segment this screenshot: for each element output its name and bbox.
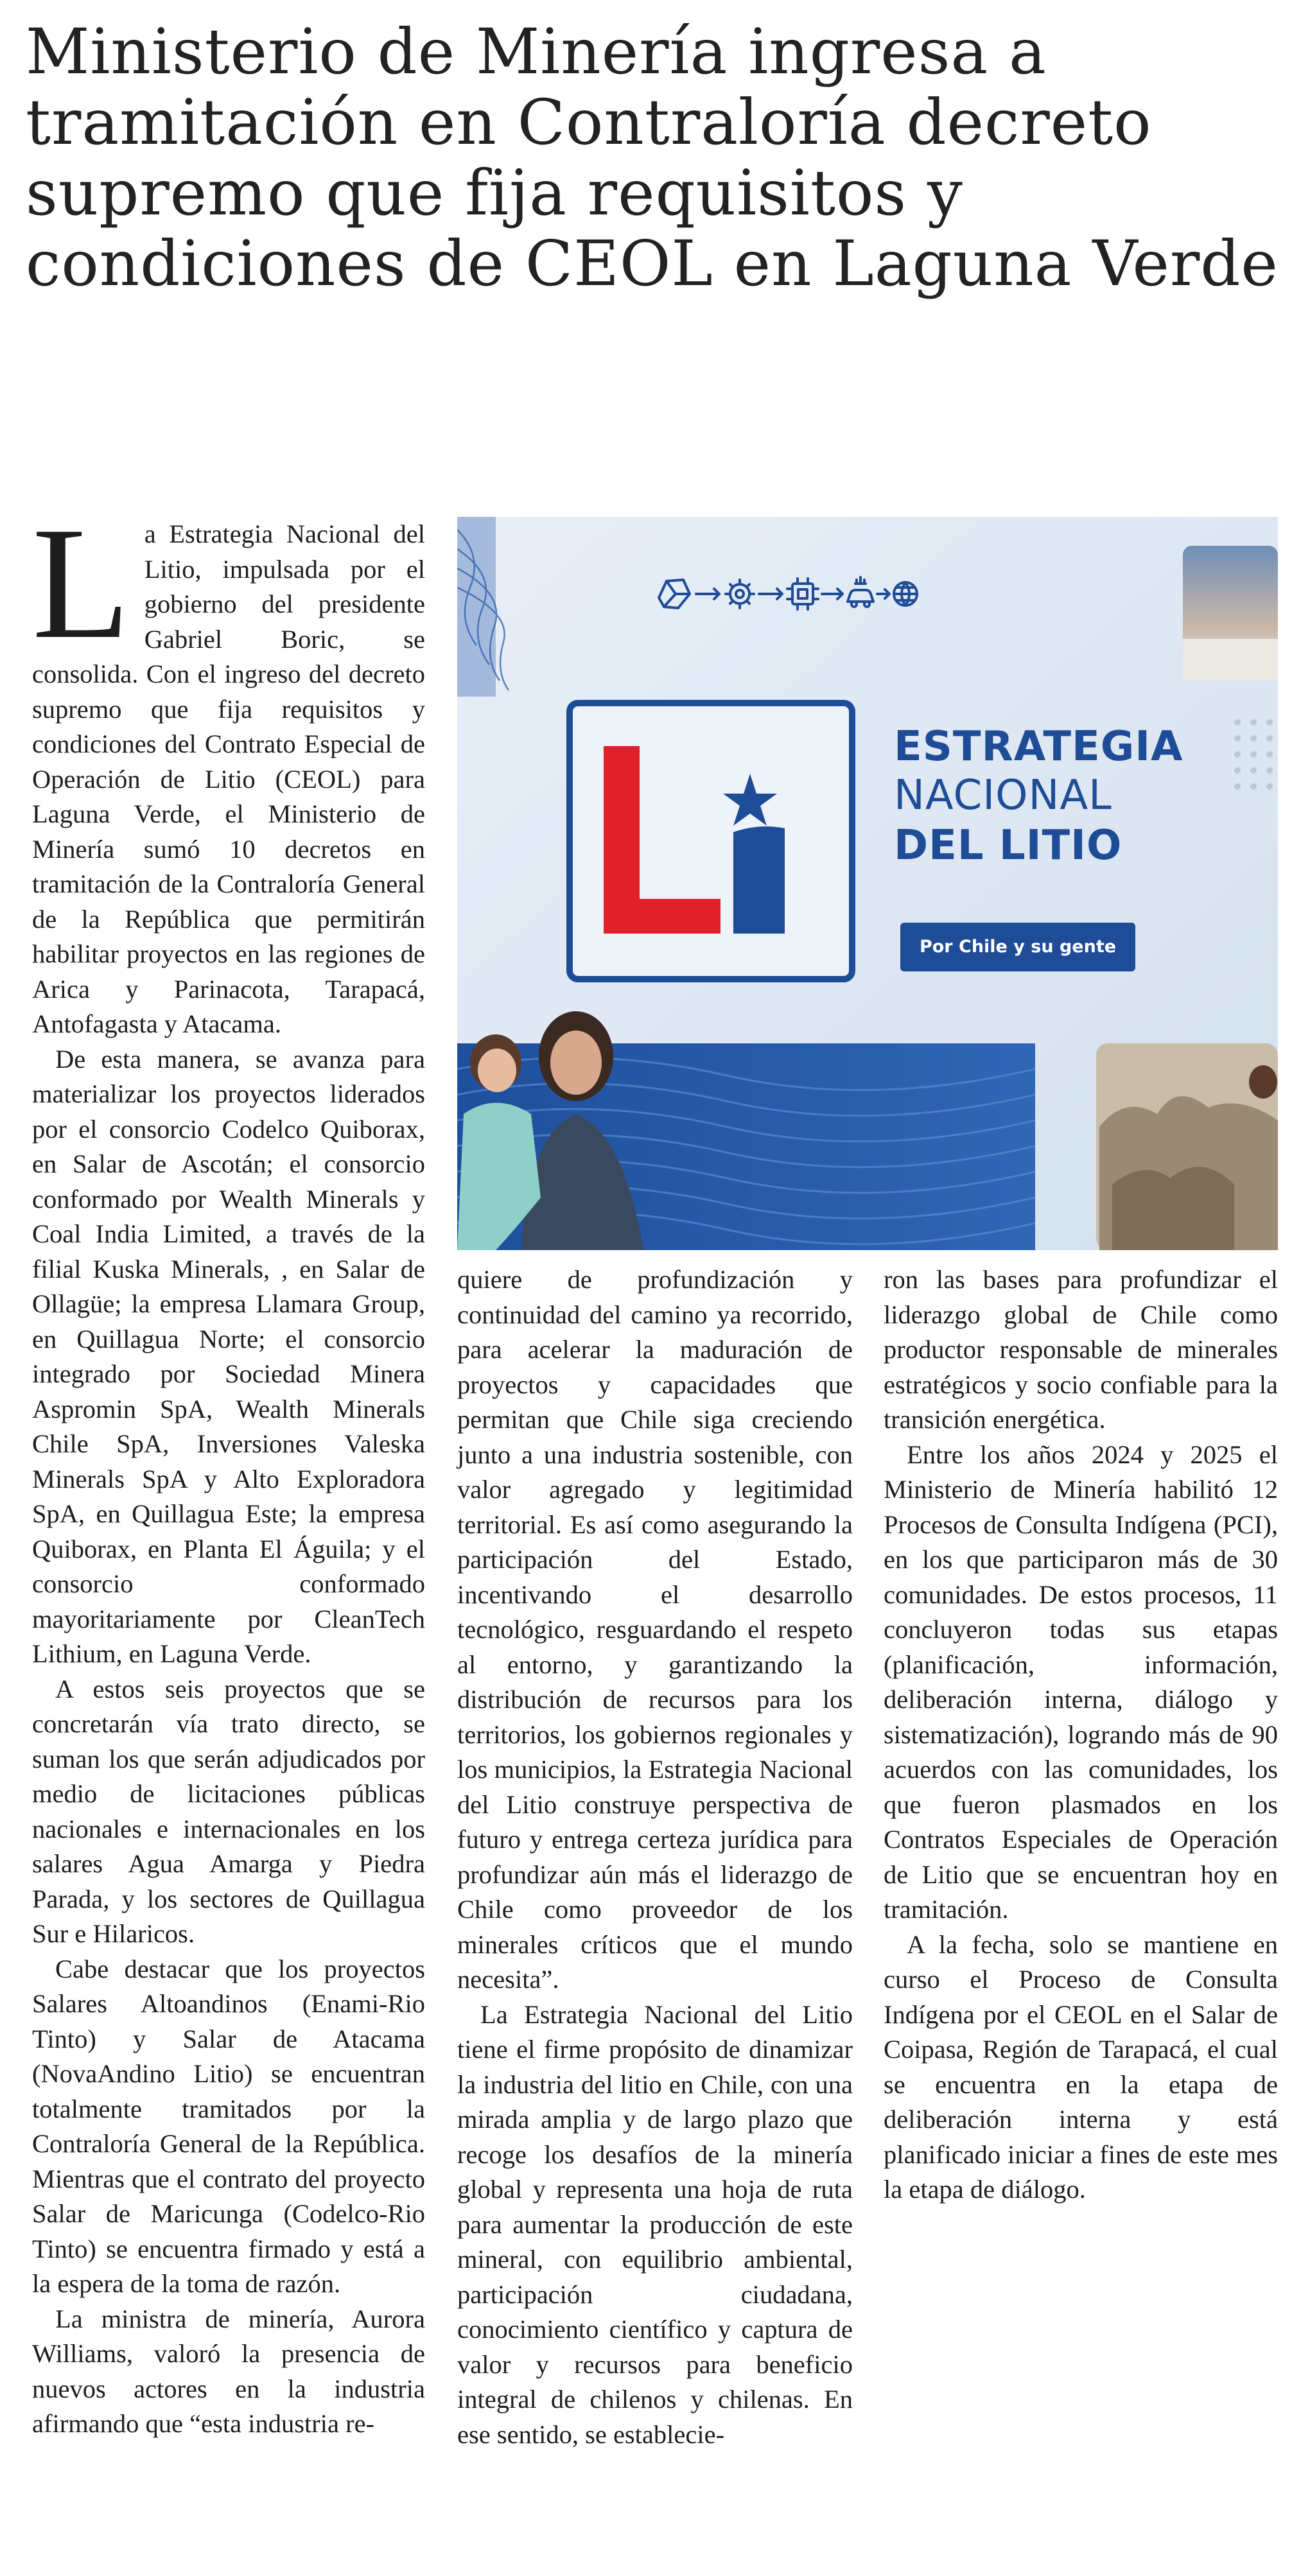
logo-letter-i [733,826,785,934]
arrow-right-icon [696,589,719,599]
article-column-1 [32,494,425,2442]
logo-letter-l [604,746,720,934]
tagline-badge: Por Chile y su gente [900,923,1135,971]
arrow-right-icon [877,589,889,598]
star-icon [723,774,777,826]
headline: Ministerio de Minería ingresa a tramitación en Contraloría decreto supremo que fija requisitos y condiciones de CEOL en Laguna Verde [26,15,1279,300]
value-chain-diagram [650,568,920,620]
value-chain-icons [650,568,920,620]
strategy-title [894,722,1253,871]
paragraph: Entre los años 2024 y 2025 el Ministerio de Minería habilitó 12 Procesos de Consulta Indígena (PCI), en los que participaron más de 30 comunidades. De estos procesos, 11 concluyeron todas sus etapas (planificación, información, deliberación interna, diálogo y sistematización), logrando más de 90 acuerdos con las comunidades, los que fueron plasmados en los Contratos Especiales de Operación de Litio que se encuentran hoy en tramitación. [884,1440,1278,1924]
globe-icon [894,582,917,605]
paragraph: ron las bases para profundizar el liderazgo global de Chile como productor responsable de minerales estratégicos y socio confiable para la transición energética. [884,1265,1278,1434]
electric-car-icon [848,577,873,607]
mineral-rock-photo [1096,1043,1278,1250]
paragraph: La Estrategia Nacional del Litio tiene el firme propósito de dinamizar la industria del litio en Chile, con una mirada amplia y de largo plazo que recoge los desafíos de la minería global y representa una hoja de ruta para aumentar la producción de este mineral, con equilibrio ambiental, participación ciudadana, conocimiento científico y captura de valor y recursos para beneficio integral de chilenos y chilenas. En ese sentido, se establecie- [457,1999,853,2449]
title-line-3: DEL LITIO [894,822,1122,869]
paragraph: La ministra de minería, Aurora Williams, valoró la presencia de nuevos actores en la industria afirmando que “esta industria re- [32,2304,425,2438]
family-photo [457,1011,650,1250]
estrategia-litio-banner [457,517,1278,1250]
arrow-right-icon [822,589,843,599]
mineral-icon [659,580,690,608]
li-logo-graphic [573,706,849,976]
lead-paragraph [32,494,425,1042]
paragraph: A estos seis proyectos que se concretarán vía trato directo, se suman los que serán adjudicados por medio de licitaciones públicas nacionales e internacionales en los salares Agua Amarga y Piedra Parada, y los sectores de Quillagua Sur e Hilaricos. [32,1674,425,1948]
paragraph: quiere de profundización y continuidad del camino ya recorrido, para acelerar la maduración de proyectos y capacidades que permitan que Chile siga creciendo junto a una industria sostenible, con valor agregado y legitimidad territorial. Es así como asegurando la participación del Estado, incentivando el desarrollo tecnológico, resguardando el respeto al entorno, y garantizando la distribución de recursos para los territorios, los gobiernos regionales y los municipios, la Estrategia Nacional del Litio construye perspectiva de futuro y entrega certeza jurídica para profundizar aún más el liderazgo de Chile como proveedor de los minerales críticos que el mundo necesita”. [457,1265,853,1994]
article-column-3 [884,1262,1278,2207]
article-column-2 [457,1262,853,2452]
arrow-right-icon [759,589,782,599]
litio-logo [566,700,855,982]
title-line-2: NACIONAL [894,772,1112,819]
paragraph: A la fecha, solo se mantiene en curso el Proceso de Consulta Indígena por el CEOL en el Salar de Coipasa, Región de Tarapacá, el cual se encuentra en la etapa de deliberación interna y está planificado iniciar a fines de este mes la etapa de diálogo. [884,1929,1278,2204]
drop-cap: L [32,494,130,672]
gear-icon [726,580,754,608]
lead-paragraph-text: a Estrategia Nacional del Litio, impulsada por el gobierno del presidente Gabriel Boric, se consolida. Con el ingreso del decreto supremo que fija requisitos y condiciones del Contrato Especial de Operación de Litio (CEOL) para Laguna Verde, el Ministerio de Minería sumó 10 decretos en tramitación de la Contraloría General de la República que permitirán habilitar proyectos en las regiones de Arica y Parinacota, Tarapacá, Antofagasta y Atacama. [32,519,425,1038]
title-line-1: ESTRATEGIA [894,723,1183,770]
paragraph: Cabe destacar que los proyectos Salares Altoandinos (Enami-Rio Tinto) y Salar de Atacama (NovaAndino Litio) se encuentran totalmente tramitados por la Contraloría General de la República. Mientras que el contrato del proyecto Salar de Maricunga (Codelco-Rio Tinto) se encuentra firmado y está a la espera de la toma de razón. [32,1954,425,2298]
paragraph: De esta manera, se avanza para materializar los proyectos liderados por el consorcio Codelco Quiborax, en Salar de Ascotán; el consorcio conformado por Wealth Minerals y Coal India Limited, a través de la filial Kuska Minerals, , en Salar de Ollagüe; la empresa Llamara Group, en Quillagua Norte; el consorcio integrado por Sociedad Minera Aspromin SpA, Wealth Minerals Chile SpA, Inversiones Valeska Minerals SpA y Alto Exploradora SpA, en Quillagua Este; la empresa Quiborax, en Planta El Águila; y el consorcio conformado mayoritariamente por CleanTech Lithium, en Laguna Verde. [32,1044,425,1668]
chip-icon [787,579,818,609]
